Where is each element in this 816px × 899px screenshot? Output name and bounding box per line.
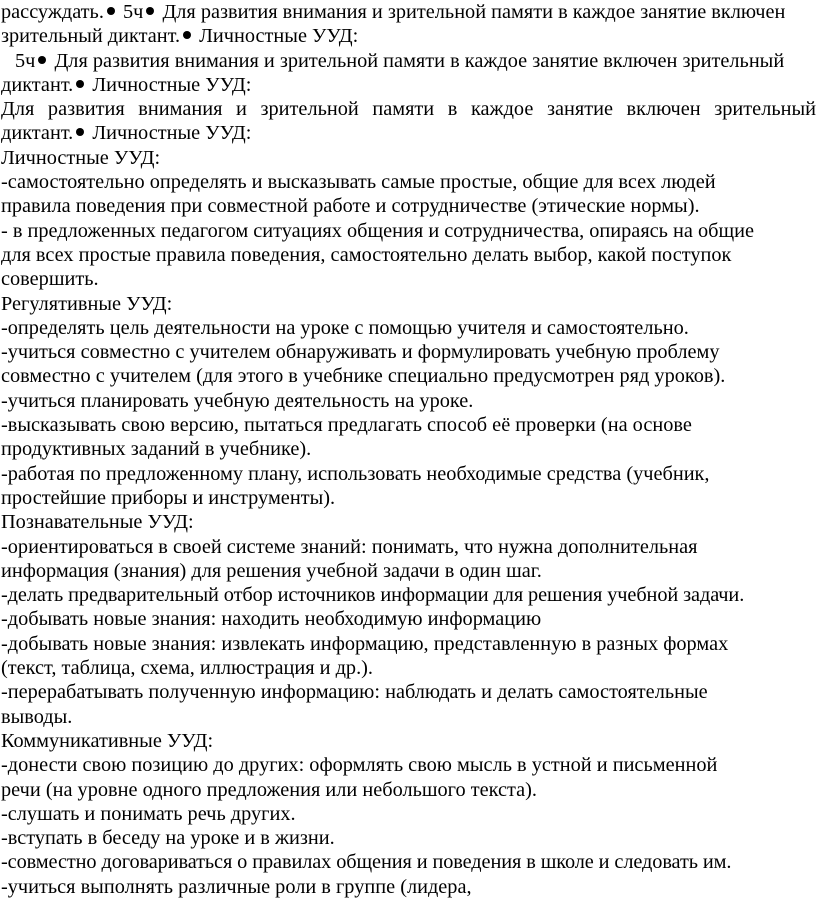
communicative-line: -учиться выполнять различные роли в группе (лидера, [1,875,472,898]
cognitive-line: -делать предварительный отбор источников информации для решения учебной задачи. [1,584,745,607]
regulatory-line: -высказывать свою версию, пытаться предлагать способ её проверки (на основе [1,414,692,437]
personal-line: правила поведения при совместной работе и сотрудничестве (этические нормы). [1,195,700,218]
intro-3-line-2-post: Личностные УУД: [87,122,252,145]
section-heading-cognitive: Познавательные УУД: [1,511,194,534]
intro-2-line-2-pre: диктант. [1,73,74,96]
intro-1-line-1 [1,0,816,24]
regulatory-line: продуктивных заданий в учебнике). [1,438,312,461]
regulatory-line: -учиться совместно с учителем обнаруживать и формулировать учебную проблему [1,341,720,364]
regulatory-line: совместно с учителем (для этого в учебнике специально предусмотрен ряд уроков). [1,365,726,388]
regulatory-line: -работая по предложенному плану, использовать необходимые средства (учебник, [1,462,710,485]
bullet-icon [38,56,46,64]
regulatory-line: -учиться планировать учебную деятельность на уроке. [1,389,474,412]
communicative-line: речи (на уровне одного предложения или небольшого текста). [1,778,537,801]
intro-1-line-1-pre: рассуждать. [1,1,104,23]
cognitive-line: -ориентироваться в своей системе знаний: понимать, что нужна дополнительная [1,535,698,558]
personal-line: для всех простые правила поведения, самостоятельно делать выбор, какой поступок [1,243,732,266]
bullet-icon [183,31,191,39]
bullet-icon [107,7,115,15]
intro-3-line-2-pre: диктант. [1,122,74,145]
intro-2-line-2-post: Личностные УУД: [87,73,252,96]
intro-3-line-1: Для развития внимания и зрительной памяти в каждое занятие включен зрительный [1,98,816,121]
personal-line: - в предложенных педагогом ситуациях общения и сотрудничества, опираясь на общие [1,219,755,242]
cognitive-line: информация (знания) для решения учебной задачи в один шаг. [1,559,542,582]
intro-2-line-1-pre: 5ч [15,49,36,72]
cognitive-line: -перерабатывать полученную информацию: наблюдать и делать самостоятельные [1,681,708,704]
intro-2-line-2 [1,73,816,97]
communicative-line: -вступать в беседу на уроке и в жизни. [1,827,335,850]
intro-2-line-1 [1,49,816,73]
communicative-line: -донести свою позицию до других: оформлять свою мысль в устной и письменной [1,754,718,777]
cognitive-line: -добывать новые знания: находить необходимую информацию [1,608,542,631]
section-heading-regulatory: Регулятивные УУД: [1,292,173,315]
communicative-line: -совместно договариваться о правилах общения и поведения в школе и следовать им. [1,851,732,874]
intro-3-line-2 [1,121,816,145]
bullet-icon [76,128,84,136]
regulatory-line: -определять цель деятельности на уроке с помощью учителя и самостоятельно. [1,316,689,339]
communicative-line: -слушать и понимать речь других. [1,802,296,825]
bullet-icon [76,80,84,88]
intro-2-line-1-post: Для развития внимания и зрительной памяти в каждое занятие включен зрительный [49,49,785,72]
intro-1-line-2-post: Личностные УУД: [194,25,359,48]
personal-line: -самостоятельно определять и высказывать самые простые, общие для всех людей [1,171,716,194]
personal-line: совершить. [1,268,99,291]
section-heading-communicative: Коммуникативные УУД: [1,729,214,752]
intro-1-line-1-mid: 5ч [117,1,144,23]
bullet-icon [146,7,154,15]
regulatory-line: простейшие приборы и инструменты). [1,486,336,509]
cognitive-line: -добывать новые знания: извлекать информацию, представленную в разных формах [1,632,729,655]
intro-1-line-2 [1,24,816,48]
intro-1-line-2-pre: зрительный диктант. [1,25,181,48]
intro-1-line-1-post: Для развития внимания и зрительной памяти в каждое занятие включен [157,1,786,23]
cognitive-line: выводы. [1,705,73,728]
cognitive-line: (текст, таблица, схема, иллюстрация и др.). [1,657,374,680]
section-heading-personal: Личностные УУД: [1,146,161,169]
